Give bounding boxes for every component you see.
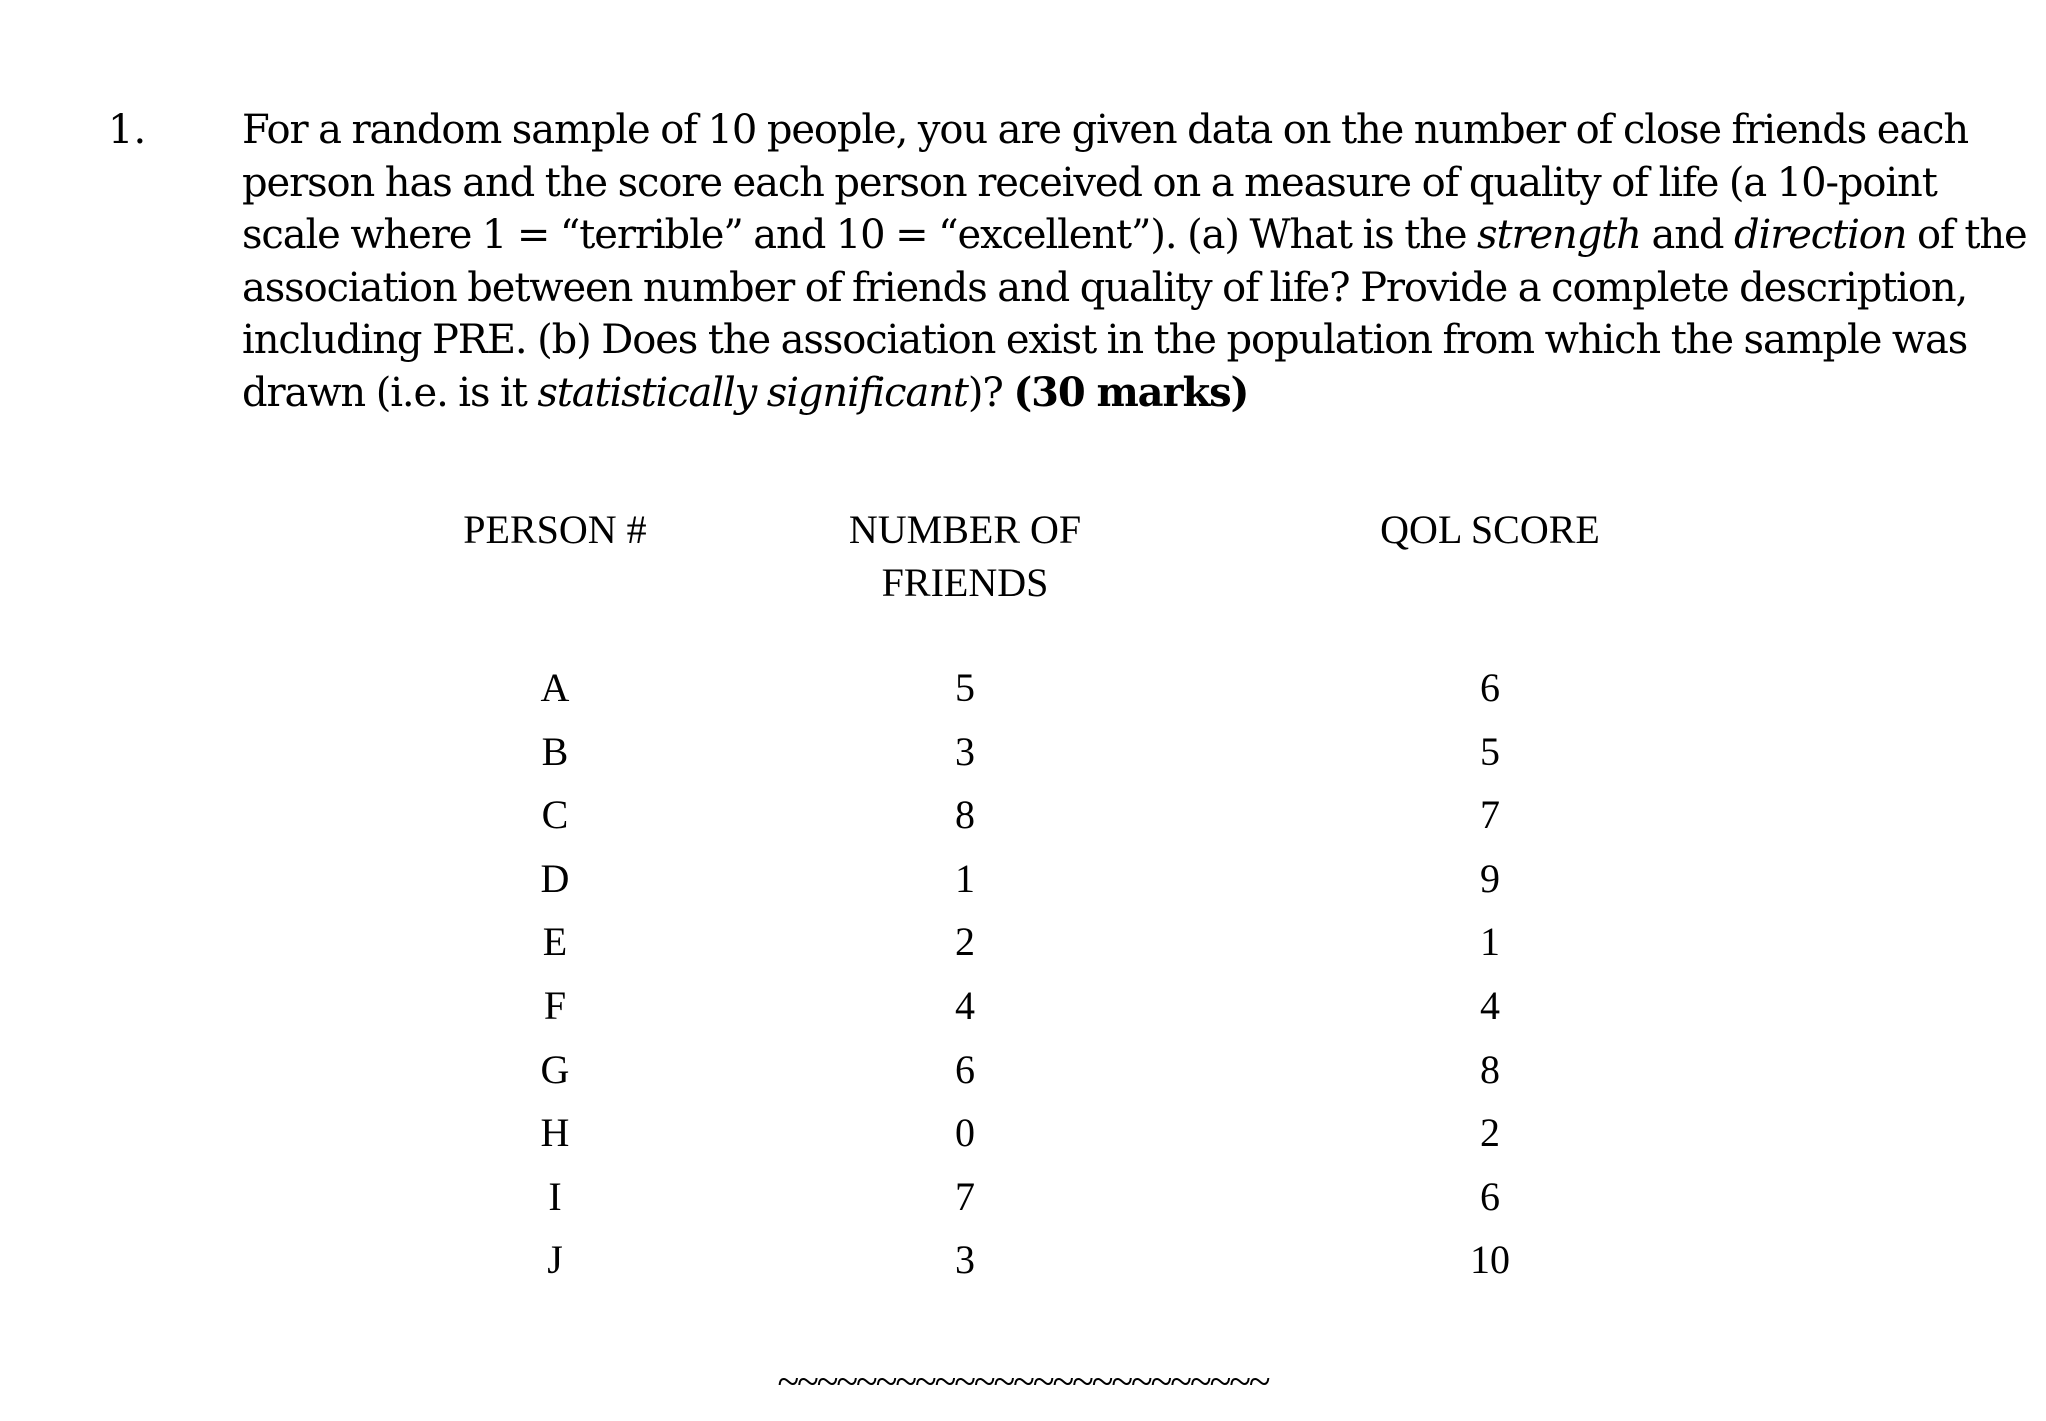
- cell-person: H: [540, 1110, 570, 1156]
- question-run: scale where 1 = “terrible” and 10 = “excellent”). (a) What is the: [242, 212, 1478, 258]
- cell-friends: 6: [955, 1046, 975, 1092]
- cell-qol: 1: [1480, 919, 1500, 965]
- header-friends-line: NUMBER OF: [848, 507, 1082, 552]
- cell-qol: 9: [1480, 855, 1500, 901]
- cell-qol: 7: [1480, 792, 1500, 838]
- cell-qol: 10: [1470, 1237, 1510, 1283]
- question-number: 1.: [108, 107, 147, 153]
- cell-friends: 3: [955, 1237, 975, 1283]
- separator: ~~~~~~~~~~~~~~~~~~~~~~~~~: [777, 1359, 1269, 1404]
- emphasis-text: direction: [1734, 212, 1907, 258]
- header-person: PERSON #: [463, 507, 647, 552]
- cell-friends: 3: [955, 728, 975, 774]
- cell-person: A: [540, 665, 570, 710]
- question-run: For a random sample of 10 people, you are given data on the number of close friends each: [242, 107, 1969, 153]
- cell-friends: 5: [955, 665, 975, 710]
- cell-person: E: [542, 919, 568, 965]
- question-run: )?: [967, 369, 1014, 416]
- cell-person: B: [541, 728, 569, 774]
- cell-person: D: [540, 855, 570, 901]
- marks-text: (30 marks): [1013, 368, 1249, 416]
- cell-person: C: [541, 792, 569, 838]
- cell-qol: 6: [1480, 665, 1500, 710]
- cell-person: G: [540, 1046, 570, 1092]
- cell-friends: 0: [955, 1110, 975, 1156]
- cell-person: I: [548, 1173, 562, 1219]
- question-run: including PRE. (b) Does the association exist in the population from which the sample was: [242, 317, 1968, 363]
- cell-qol: 2: [1480, 1110, 1500, 1156]
- cell-qol: 4: [1480, 983, 1500, 1028]
- cell-friends: 1: [955, 855, 975, 901]
- header-friends: [790, 503, 1140, 609]
- cell-person: J: [547, 1237, 563, 1283]
- emphasis-text: statistically significant: [537, 369, 968, 416]
- header-friends-line: FRIENDS: [881, 560, 1049, 605]
- question-run: of the: [1906, 212, 2027, 258]
- cell-friends: 2: [955, 919, 975, 965]
- cell-friends: 4: [955, 983, 975, 1028]
- emphasis-text: strength: [1477, 212, 1641, 258]
- question-run: person has and the score each person received on a measure of quality of life (a 10-point: [242, 159, 1937, 206]
- header-qol: QOL SCORE: [1380, 507, 1600, 552]
- cell-qol: 6: [1480, 1173, 1500, 1219]
- cell-qol: 8: [1480, 1046, 1500, 1092]
- cell-friends: 8: [955, 792, 975, 838]
- cell-person: F: [543, 983, 567, 1028]
- question-run: association between number of friends and quality of life? Provide a complete description,: [242, 264, 1968, 311]
- cell-qol: 5: [1480, 728, 1500, 774]
- question-run: and: [1640, 212, 1735, 258]
- question-run: drawn (i.e. is it: [242, 369, 538, 416]
- cell-friends: 7: [955, 1173, 975, 1219]
